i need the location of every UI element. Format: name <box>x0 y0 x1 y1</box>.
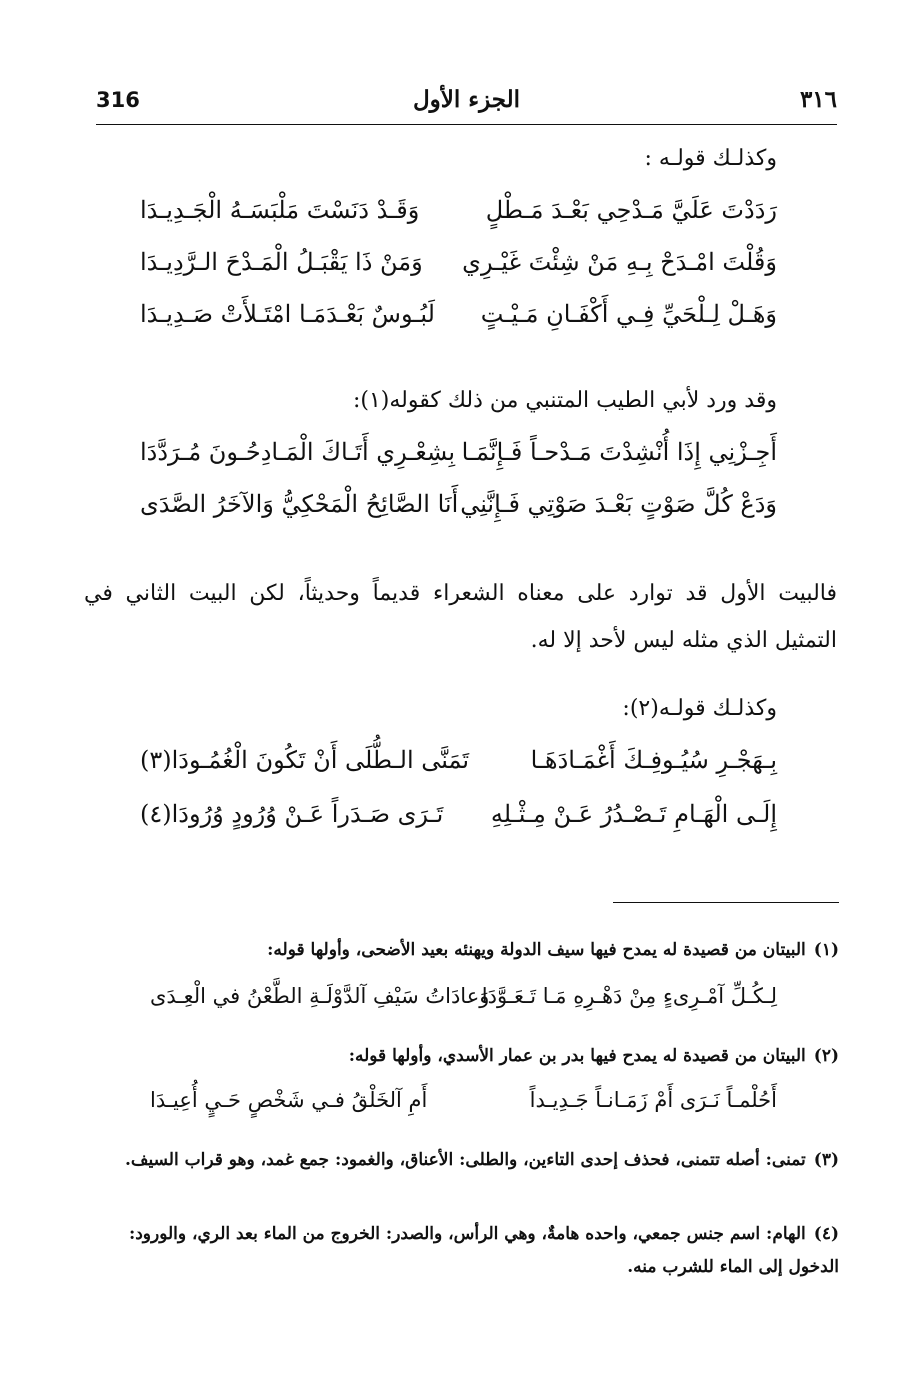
page-number-arabic: ٣١٦ <box>799 86 837 113</box>
footnote-4 <box>96 1218 839 1284</box>
section-intro: وكذلـك قولـه : <box>644 146 777 171</box>
header-rule <box>96 124 837 125</box>
verse-first-hemistich: لِـكُـلِّ آمْـرِىءٍ مِنْ دَهْـرِهِ مَـا تَـعَـوَّدَا <box>481 984 777 1008</box>
verse-first-hemistich: وَقُلْتَ امْـدَحْ بِـهِ مَنْ شِئْتَ غَيْـرِي <box>462 248 777 276</box>
verse-first-hemistich: أَجِـزْنِي إِذَا أُنْشِدْتَ مَـدْحـاً فَـإِنَّمَـا <box>461 438 777 466</box>
section-intro: وكذلـك قولـه(٢): <box>622 696 777 721</box>
footnote-number: (٢) <box>813 1046 839 1066</box>
verse-second-hemistich: وَمَنْ ذَا يَقْبَـلُ الْمَـدْحَ الـرَّدِيـدَا <box>140 248 423 276</box>
verse-second-hemistich: أَنَا الصَّائِحُ الْمَحْكِيُّ وَالآخَرُ الصَّدَى <box>140 490 459 518</box>
footnote-3 <box>96 1144 839 1177</box>
footnote-text: البيتان من قصيدة له يمدح فيها سيف الدولة ويهنئه بعيد الأضحى، وأولها قوله: <box>267 940 806 960</box>
verse-line <box>140 490 777 534</box>
verse-second-hemistich: أَمِ آلخَلْقُ فـي شَخْصٍ حَـيٍ أُعِيـدَا <box>150 1088 428 1112</box>
footnote-text: البيتان من قصيدة له يمدح فيها بدر بن عمار الأسدي، وأولها قوله: <box>348 1046 806 1066</box>
footnote-text: تمنى: أصله تتمنى، فحذف إحدى التاءين، والطلى: الأعناق، والغمود: جمع غمد، وهو قراب السيف. <box>124 1150 806 1170</box>
running-title: الجزء الأول <box>412 86 521 113</box>
verse-first-hemistich: وَهَـلْ لِـلْحَيِّ فِـي أَكْفَـانِ مَـيْـتٍ <box>480 300 777 328</box>
footnote-number: (١) <box>813 940 839 960</box>
verse-line <box>140 746 777 790</box>
section-intro: وقد ورد لأبي الطيب المتنبي من ذلك كقوله(١): <box>352 388 777 413</box>
footnote-number: (٤) <box>813 1224 839 1244</box>
verse-first-hemistich: أَحُلْمـاً نَـرَى أَمْ زَمَـانـاً جَـدِيـداً <box>529 1088 777 1112</box>
verse-first-hemistich: بِـهَجْـرِ سُيُـوفِـكَ أَغْمَـادَهَـا <box>530 746 777 774</box>
verse-second-hemistich: وَقَـدْ دَنَسْتَ مَلْبَسَـهُ الْجَـدِيـدَا <box>140 196 420 224</box>
verse-second-hemistich: تَمَنَّى الـطُّلَى أَنْ تَكُونَ الْغُمُـودَا(٣) <box>140 746 470 774</box>
page-number-latin: 316 <box>96 88 140 112</box>
verse-second-hemistich: لَبُـوسٌ بَعْـدَمَـا امْتَـلأَتْ صَـدِيـدَا <box>140 300 435 328</box>
footnote-2 <box>96 1040 839 1073</box>
body-paragraph: فالبيت الأول قد توارد على معناه الشعراء قديماً وحديثاً، لكن البيت الثاني في التمثيل الذي مثله ليس لأحد إلا له. <box>84 581 837 653</box>
verse-line <box>140 800 777 844</box>
verse-first-hemistich: إِلَـى الْهَـامِ تَـصْـدُرُ عَـنْ مِـثْـلِهِ <box>490 800 777 828</box>
verse-second-hemistich: بِشِعْـرِي أَتَـاكَ الْمَـادِحُـونَ مُـرَدَّدَا <box>140 438 456 466</box>
verse-first-hemistich: وَدَعْ كُلَّ صَوْتٍ بَعْـدَ صَوْتِي فَـإِنَّنِي <box>460 490 777 518</box>
footnote-verse <box>150 984 777 1020</box>
verse-line <box>140 300 777 344</box>
page-header <box>96 82 837 122</box>
verse-first-hemistich: رَدَدْتَ عَلَيَّ مَـدْحِي بَعْـدَ مَـطْلٍ <box>485 196 777 224</box>
verse-line <box>140 438 777 482</box>
verse-line <box>140 248 777 292</box>
footnote-text: الهام: اسم جنس جمعي، واحده هامةٌ، وهي الرأس، والصدر: الخروج من الماء بعد الري، والورود: الدخول إلى الماء للشرب منه. <box>128 1224 839 1277</box>
verse-second-hemistich: تَـرَى صَـدَراً عَـنْ وُرُودٍ وُرُودَا(٤) <box>140 800 444 828</box>
footnote-verse <box>150 1088 777 1124</box>
footnote-number: (٣) <box>813 1150 839 1170</box>
footnote-separator <box>613 902 839 903</box>
verse-second-hemistich: وَعادَاتُ سَيْفِ آلدَّوْلَـةِ الطَّعْنُ في الْعِـدَى <box>150 984 490 1008</box>
verse-line <box>140 196 777 240</box>
footnote-1 <box>96 934 839 967</box>
